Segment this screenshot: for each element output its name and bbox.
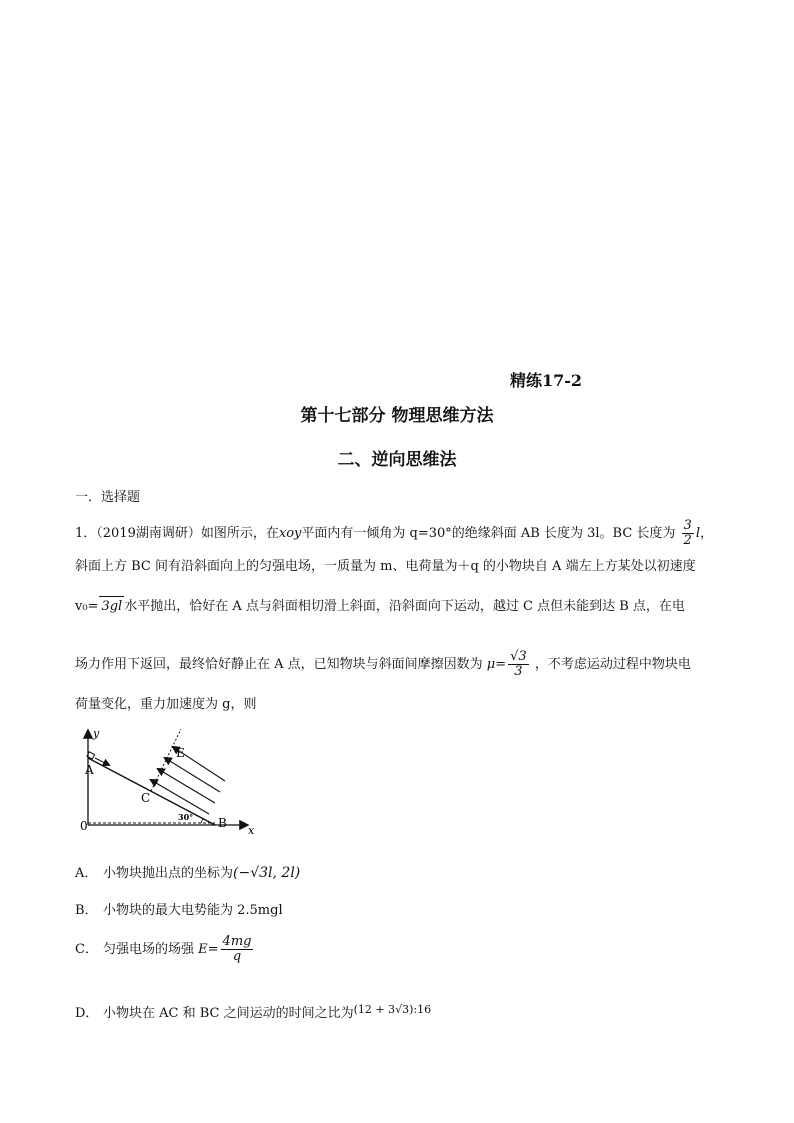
angle-arc bbox=[201, 819, 203, 823]
fraction-sqrt3-3: $\frac{√3}{3}$ bbox=[510, 649, 527, 679]
label-y: y bbox=[93, 727, 100, 740]
fraction-3-2: $\frac{3}{2}$ bbox=[683, 518, 692, 548]
part-title: 第十七部分 物理思维方法 bbox=[300, 406, 494, 426]
field-boundary bbox=[151, 729, 181, 791]
question-line-3: v₀= 3gl 水平抛出，恰好在 A 点与斜面相切滑上斜面，沿斜面向下运动，越过 C 点但未能到达 B 点，在电 bbox=[75, 596, 725, 617]
exercise-label: 精练17-2 bbox=[509, 371, 582, 390]
question-line-2: 斜面上方 BC 间有沿斜面向上的匀强电场，一质量为 m、电荷量为＋q 的小物块自 A 端左上方某处以初速度 bbox=[75, 559, 696, 574]
label-b: B bbox=[218, 816, 227, 830]
option-b[interactable]: B． 小物块的最大电势能为 2.5mgl bbox=[75, 903, 283, 918]
option-c[interactable]: C． 匀强电场的场强 E= $\frac{4mg}{q}$ bbox=[75, 934, 252, 964]
incline-figure bbox=[75, 725, 265, 840]
label-e: E bbox=[176, 746, 185, 760]
section-heading: 一．选择题 bbox=[75, 490, 141, 505]
option-d[interactable]: D． 小物块在 AC 和 BC 之间运动的时间之比为$^{(12 + 3√3):16}$ bbox=[75, 1003, 432, 1021]
question-line-1: 1．（2019湖南调研）如图所示，在xoy平面内有一倾角为 q=30°的绝缘斜面 AB 长度为 3l。BC 长度为 $\frac{3}{2}$ l， bbox=[75, 518, 714, 548]
question-line-4: 场力作用下返回，最终恰好静止在 A 点，已知物块与斜面间摩擦因数为 μ= $\frac{√3}{3}$ ，不考虑运动过程中物块电 bbox=[75, 649, 691, 679]
label-c: C bbox=[141, 791, 151, 805]
velocity-arrow bbox=[95, 758, 109, 765]
question-line-5: 荷量变化，重力加速度为 g，则 bbox=[75, 697, 257, 712]
field-line-4 bbox=[151, 780, 209, 814]
fraction-4mg-q: $\frac{4mg}{q}$ bbox=[222, 934, 252, 964]
section-title: 二、逆向思维法 bbox=[337, 450, 457, 470]
field-line-3 bbox=[158, 769, 215, 803]
sqrt-3gl: 3gl bbox=[99, 596, 124, 617]
label-x: x bbox=[248, 824, 255, 837]
label-a: A bbox=[85, 763, 94, 777]
field-line-2 bbox=[165, 758, 220, 792]
label-origin: 0 bbox=[80, 819, 88, 833]
option-a[interactable]: A． 小物块抛出点的坐标为(−√3l, 2l) bbox=[75, 865, 301, 881]
label-angle: 30° bbox=[178, 812, 194, 822]
